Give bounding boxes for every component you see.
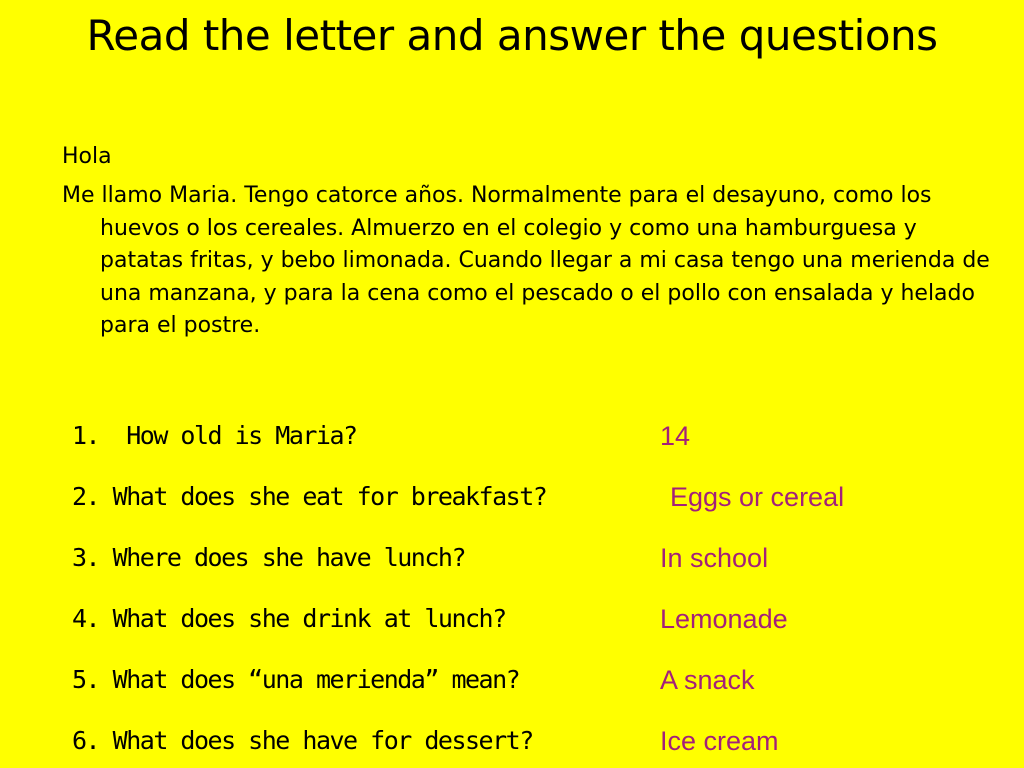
answer-text: Lemonade bbox=[660, 604, 788, 634]
question-number: 6. bbox=[72, 726, 100, 755]
question-number: 2. bbox=[72, 482, 100, 511]
answer-list bbox=[660, 414, 990, 768]
question-item bbox=[72, 536, 632, 597]
question-list bbox=[72, 414, 632, 768]
question-item bbox=[72, 597, 632, 658]
question-number: 3. bbox=[72, 543, 100, 572]
question-number: 1. bbox=[72, 421, 100, 450]
answer-text: A snack bbox=[660, 665, 755, 695]
question-text: How old is Maria? bbox=[126, 421, 357, 450]
question-text: What does “una merienda” mean? bbox=[112, 665, 520, 694]
question-text: What does she have for dessert? bbox=[112, 726, 533, 755]
letter-greeting: Hola bbox=[62, 144, 112, 169]
question-item bbox=[72, 414, 632, 475]
page-title: Read the letter and answer the questions bbox=[86, 11, 938, 60]
question-item bbox=[72, 658, 632, 719]
answer-text: Ice cream bbox=[660, 726, 779, 756]
question-number: 5. bbox=[72, 665, 100, 694]
question-item bbox=[72, 719, 632, 768]
question-item bbox=[72, 475, 632, 536]
question-text: What does she eat for breakfast? bbox=[112, 482, 547, 511]
question-number: 4. bbox=[72, 604, 100, 633]
letter-body: Me llamo Maria. Tengo catorce años. Normalmente para el desayuno, como los huevos o los cereales. Almuerzo en el colegio y como una hamburguesa y patatas fritas, y bebo limonada. Cuando llegar a mi casa tengo una merienda de una manzana, y para la cena como el pescado o el pollo con ensalada y helado para el postre. bbox=[62, 183, 990, 338]
answer-text: In school bbox=[660, 543, 769, 573]
question-text: What does she drink at lunch? bbox=[112, 604, 506, 633]
answer-text: Eggs or cereal bbox=[670, 482, 845, 512]
question-text: Where does she have lunch? bbox=[112, 543, 466, 572]
answer-text: 14 bbox=[660, 421, 691, 451]
